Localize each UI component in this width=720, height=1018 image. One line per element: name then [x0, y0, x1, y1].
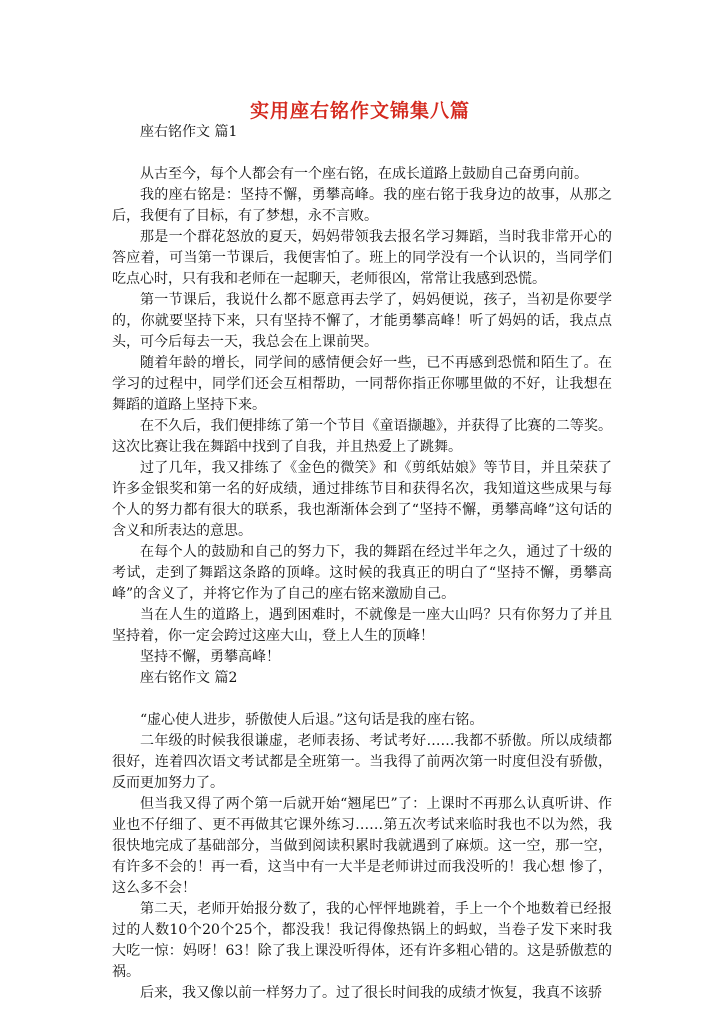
paragraph: 当在人生的道路上，遇到困难时，不就像是一座大山吗？只有你努力了并且坚持着，你一定会跨过这座大山，登上人生的顶峰！	[112, 607, 612, 644]
paragraph: 过了几年，我又排练了《金色的微笑》和《剪纸姑娘》等节目，并且荣获了许多金银奖和第一名的好成绩，通过排练节目和获得名次，我知道这些成果与每个人的努力都有很大的联系，我也渐渐体会到了“坚持不懈，勇攀高峰”这句话的含义和所表达的意思。	[112, 460, 612, 539]
paragraph: 随着年龄的增长，同学间的感情便会好一些，已不再感到恐慌和陌生了。在学习的过程中，同学们还会互相帮助，一同帮你指正你哪里做的不好，让我想在舞蹈的道路上坚持下来。	[112, 355, 612, 413]
document-body	[112, 122, 612, 1004]
paragraph: 在不久后，我们便排练了第一个节目《童语撷趣》，并获得了比赛的二等奖。这次比赛让我在舞蹈中找到了自我，并且热爱上了跳舞。	[112, 418, 612, 455]
section-heading: 座右铭作文 篇1	[140, 124, 238, 140]
paragraph: 后来，我又像以前一样努力了。过了很长时间我的成绩才恢复，我真不该骄	[140, 985, 602, 1001]
document-title: 实用座右铭作文锦集八篇	[249, 100, 470, 122]
paragraph: 第一节课后，我说什么都不愿意再去学了，妈妈便说，孩子，当初是你要学的，你就要坚持下来，只有坚持不懈了，才能勇攀高峰！听了妈妈的话，我点点头，可今后每去一天，我总会在上课前哭。	[112, 292, 612, 350]
paragraph: 第二天，老师开始报分数了，我的心怦怦地跳着，手上一个个地数着已经报过的人数10个20个25个，都没我！我记得像热锅上的蚂蚁，当卷子发下来时我大吃一惊：妈呀！63！除了我上课没听得体，还有许多粗心错的。这是骄傲惹的祸。	[112, 901, 612, 980]
blank-line	[112, 689, 612, 710]
paragraph: 那是一个群花怒放的夏天，妈妈带领我去报名学习舞蹈，当时我非常开心的答应着，可当第一节课后，我便害怕了。班上的同学没有一个认识的，当同学们吃点心时，只有我和老师在一起聊天，老师很凶，常常让我感到恐慌。	[112, 229, 612, 287]
paragraph: “虚心使人进步，骄傲使人后退。”这句话是我的座右铭。	[140, 712, 484, 728]
paragraph: 但当我又得了两个第一后就开始“翘尾巴”了：上课时不再那么认真听讲、作业也不仔细了、更不再做其它课外练习……第五次考试来临时我也不以为然，我很快地完成了基础部分，当做到阅读积累时我就遇到了麻烦。这一空，那一空，有许多不会的！再一看，这当中有一大半是老师讲过而我没听的！我心想 惨了，这么多不会！	[112, 796, 612, 896]
blank-line	[112, 143, 612, 164]
paragraph: 二年级的时候我很谦虚，老师表扬、考试考好……我都不骄傲。所以成绩都很好，连着四次语文考试都是全班第一。当我得了前两次第一时度但没有骄傲，反而更加努力了。	[112, 733, 612, 791]
paragraph: 坚持不懈，勇攀高峰！	[140, 649, 280, 665]
paragraph: 从古至今，每个人都会有一个座右铭，在成长道路上鼓励自己奋勇向前。	[140, 166, 588, 182]
paragraph: 在每个人的鼓励和自己的努力下，我的舞蹈在经过半年之久，通过了十级的考试，走到了舞蹈这条路的顶峰。这时候的我真正的明白了“坚持不懈，勇攀高峰”的含义了，并将它作为了自己的座右铭来激励自己。	[112, 544, 612, 602]
section-heading: 座右铭作文 篇2	[140, 670, 238, 686]
paragraph: 我的座右铭是：坚持不懈，勇攀高峰。我的座右铭于我身边的故事，从那之后，我便有了目标，有了梦想，永不言败。	[112, 187, 612, 224]
